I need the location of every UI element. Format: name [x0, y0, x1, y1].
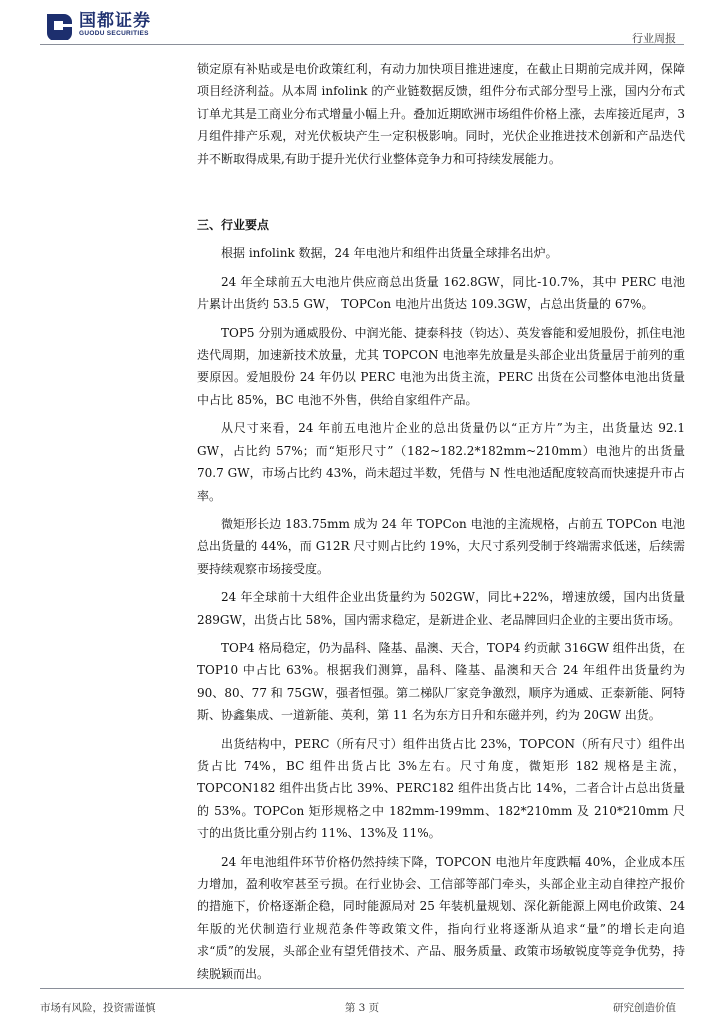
logo-emblem-icon: [44, 10, 74, 40]
paragraph: 24 年电池组件环节价格仍然持续下降，TOPCON 电池片年度跌幅 40%，企业成本压力增加，盈利收窄甚至亏损。在行业协会、工信部等部门牵头，头部企业主动自律控产报价的措施下，价格逐渐企稳，同时能源局对 25 年装机量规划、深化新能源上网电价政策、24 年版的光伏制造行业规范条件等政策文件，指向行业将逐渐从追求“量”的增长走向追求“质”的发展，头部企业有望凭借技术、产品、服务质量、政策市场敏锐度等竞争优势，持续脱颖而出。: [197, 854, 685, 981]
paragraph: 24 年全球前十大组件企业出货量约为 502GW，同比+22%，增速放缓，国内出货量 289GW，出货占比 58%，国内需求稳定，是新进企业、老品牌回归企业的主要出货市场。: [197, 590, 685, 627]
risk-disclaimer: 市场有风险，投资需谨慎: [40, 1002, 156, 1014]
page-number: 第 3 页: [344, 1002, 380, 1014]
section-heading: 三、行业要点: [197, 218, 270, 233]
report-body: [197, 58, 685, 991]
paragraph: TOP4 格局稳定，仍为晶科、隆基、晶澳、天合，TOP4 约贡献 316GW 组件出货，在 TOP10 中占比 63%。根据我们测算，晶科、隆基、晶澳和天合 24 年组件出货量约为 90、80、77 和 75GW，强者恒强。第二梯队厂家竞争激烈，顺序为通威、正泰新能、阿特斯、协鑫集成、一道新能、英利，第 11 名为东方日升和东磁并列，约为 20GW 出货。: [197, 640, 685, 723]
paragraph: 出货结构中，PERC（所有尺寸）组件出货占比 23%，TOPCON（所有尺寸）组件出货占比 74%，BC 组件出货占比 3%左右。尺寸角度，微矩形 182 规格是主流，TOPCON182 组件出货占比 39%、PERC182 组件出货占比 14%，二者合计占总出货量的 53%。TOPCon 矩形规格之中 182mm-199mm、182*210mm 及 210*210mm 尺寸的出货比重分别占约 11%、13%及 11%。: [197, 736, 685, 841]
page-header: [0, 0, 724, 48]
paragraph: 微矩形长边 183.75mm 成为 24 年 TOPCon 电池的主流规格，占前五 TOPCon 电池总出货量的 44%，而 G12R 尺寸则占比约 19%，大尺寸系列受制于终端需求低迷，后续需要持续观察市场接受度。: [197, 516, 685, 576]
paragraph: 从尺寸来看，24 年前五电池片企业的总出货量仍以“正方片”为主，出货量达 92.1 GW，占比约 57%；而“矩形尺寸”（182~182.2*182mm~210mm）电池片的出货量 70.7 GW，市场占比约 43%，尚未超过半数，凭借与 N 性电池适配度较高而快速提升市占率。: [197, 421, 685, 503]
paragraph: TOP5 分别为通威股份、中润光能、捷泰科技（钧达）、英发睿能和爱旭股份，抓住电池迭代周期，加速新技术放量，尤其 TOPCON 电池率先放量是头部企业出货量居于前列的重要原因。爱旭股份 24 年仍以 PERC 电池为出货主流，PERC 出货在公司整体电池出货量中占比 85%，BC 电池不外售，供给自家组件产品。: [197, 325, 685, 407]
paragraph: 根据 infolink 数据，24 年电池片和组件出货量全球排名出炉。: [221, 246, 558, 261]
report-type-label: 行业周报: [632, 32, 676, 45]
header-divider: [40, 44, 684, 45]
paragraph-continued: 锁定原有补贴或是电价政策红利，有动力加快项目推进速度，在截止日期前完成并网，保障项目经济利益。从本周 infolink 的产业链数据反馈，组件分布式部分型号上涨，国内分布式订单尤其是工商业分布式增量小幅上升。叠加近期欧洲市场组件价格上涨，去库接近尾声，3 月组件排产乐观，对光伏板块产生一定积极影响。同时，光伏企业推进技术创新和产品迭代并不断取得成果,有助于提升光伏行业整体竞争力和可持续发展能力。: [197, 62, 685, 166]
logo-chinese-name: 国都证券: [79, 11, 151, 31]
logo-english-name: GUODU SECURITIES: [79, 30, 149, 37]
paragraph: 24 年全球前五大电池片供应商总出货量 162.8GW，同比-10.7%，其中 PERC 电池片累计出货约 53.5 GW， TOPCon 电池片出货达 109.3GW，占总出货量的 67%。: [197, 274, 685, 312]
footer-divider: [40, 988, 684, 989]
company-logo: [44, 10, 151, 40]
footer-slogan: 研究创造价值: [613, 1002, 676, 1014]
